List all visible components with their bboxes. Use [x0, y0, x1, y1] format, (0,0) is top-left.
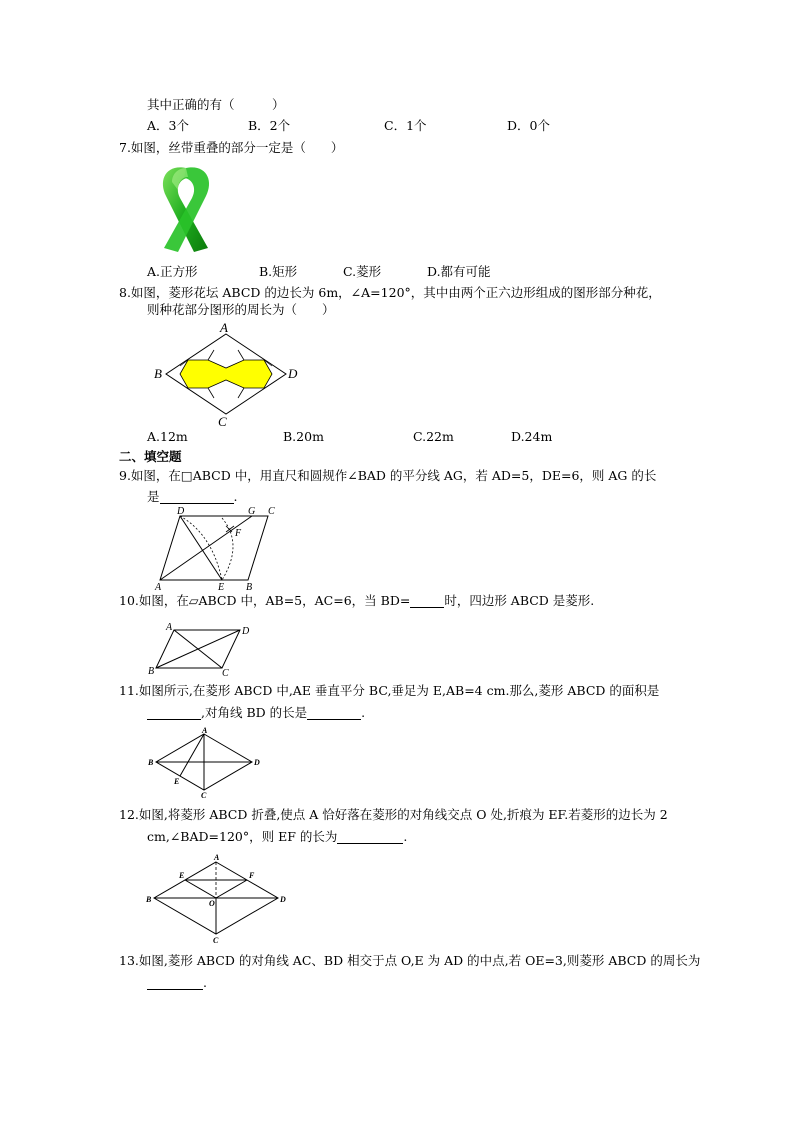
q9-label-c: C — [268, 506, 275, 517]
section-title-fill-in: 二、填空题 — [119, 449, 182, 464]
q8-option-d: D.24m — [511, 429, 553, 444]
q7-option-a: A.正方形 — [147, 264, 198, 279]
q7-option-c: C.菱形 — [343, 264, 382, 279]
q11-label-b: B — [148, 758, 154, 767]
q12-label-b: B — [146, 895, 152, 904]
q8-label-d: D — [288, 366, 298, 381]
q12-end: . — [403, 829, 408, 844]
q7-option-b: B.矩形 — [259, 264, 298, 279]
q10-suffix: 时，四边形 ABCD 是菱形. — [444, 593, 595, 608]
q10-label-d: D — [242, 626, 250, 637]
q7-stem: 7.如图，丝带重叠的部分一定是（ ） — [119, 140, 344, 155]
q12-label-o: O — [209, 899, 215, 908]
q11-mid-text: ,对角线 BD 的长是 — [201, 705, 308, 720]
q8-label-b: B — [154, 366, 162, 381]
q12-label-c: C — [213, 936, 219, 945]
q13-stem-line1: 13.如图,菱形 ABCD 的对角线 AC、BD 相交于点 O,E 为 AD 的中点,若 OE=3,则菱形 ABCD 的周长为 — [119, 953, 701, 968]
q10-label-c: C — [222, 668, 229, 679]
q11-stem-line1: 11.如图所示,在菱形 ABCD 中,AE 垂直平分 BC,垂足为 E,AB=4 cm.那么,菱形 ABCD 的面积是 — [119, 683, 660, 698]
q8-label-c: C — [218, 414, 227, 429]
q6-option-a: A．3个 — [147, 118, 189, 133]
q11-label-e: E — [174, 777, 180, 786]
q6-option-d: D．0个 — [507, 118, 550, 133]
q9-label-b: B — [246, 582, 253, 593]
q10-label-a: A — [166, 622, 173, 633]
q10-prefix: 10.如图，在▱ABCD 中，AB=5，AC=6，当 BD= — [119, 593, 411, 608]
q9-stem-line1: 9.如图，在□ABCD 中，用直尺和圆规作∠BAD 的平分线 AG，若 AD=5，DE=6，则 AG 的长 — [119, 468, 657, 483]
q11-label-c: C — [201, 791, 207, 800]
q12-stem-line2 — [147, 829, 407, 844]
q6-choice-prompt: 其中正确的有（ ） — [147, 97, 285, 112]
q10-stem — [119, 593, 594, 608]
q8-label-a: A — [220, 320, 228, 335]
q6-option-b: B．2个 — [248, 118, 291, 133]
rhombus-flower-bed-figure — [150, 320, 300, 429]
q12-prefix: cm,∠BAD=120°，则 EF 的长为 — [147, 829, 338, 844]
q12-label-d: D — [280, 895, 286, 904]
q9-prefix: 是 — [147, 489, 160, 504]
q12-folded-rhombus-figure — [146, 852, 290, 944]
q9-stem-line2 — [147, 489, 238, 504]
q12-answer-blank[interactable] — [337, 831, 403, 844]
q12-label-a: A — [214, 853, 220, 862]
q9-label-a: A — [155, 582, 162, 593]
q13-stem-line2 — [147, 975, 207, 990]
q12-label-f: F — [249, 871, 255, 880]
green-ribbon-figure — [148, 162, 224, 256]
q11-stem-line2 — [147, 705, 365, 720]
q9-label-g: G — [248, 506, 256, 517]
q8-option-b: B.20m — [283, 429, 324, 444]
q9-label-d: D — [177, 506, 185, 517]
q11-rhombus-figure — [146, 726, 266, 800]
q12-label-e: E — [179, 871, 185, 880]
q9-parallelogram-figure — [150, 504, 280, 593]
q11-label-a: A — [202, 726, 208, 735]
q8-stem-line2: 则种花部分图形的周长为（ ） — [147, 302, 335, 317]
q7-option-d: D.都有可能 — [427, 264, 491, 279]
q9-label-f: F — [235, 528, 242, 539]
q11-area-blank[interactable] — [147, 707, 201, 720]
q11-label-d: D — [254, 758, 260, 767]
q13-end: . — [203, 975, 207, 990]
q8-stem-line1: 8.如图，菱形花坛 ABCD 的边长为 6m，∠A=120°，其中由两个正六边形组成的图形部分种花， — [119, 285, 661, 300]
q10-answer-blank[interactable] — [410, 595, 444, 608]
q13-answer-blank[interactable] — [147, 977, 203, 990]
q9-label-e: E — [218, 582, 225, 593]
q9-suffix: . — [233, 489, 238, 504]
q9-answer-blank[interactable] — [160, 491, 234, 504]
q6-option-c: C．1个 — [384, 118, 427, 133]
q8-option-a: A.12m — [147, 429, 188, 444]
q12-stem-line1: 12.如图,将菱形 ABCD 折叠,使点 A 恰好落在菱形的对角线交点 O 处,折痕为 EF.若菱形的边长为 2 — [119, 807, 668, 822]
q11-bd-blank[interactable] — [307, 707, 361, 720]
q10-parallelogram-figure — [146, 620, 256, 679]
q8-option-c: C.22m — [413, 429, 454, 444]
q11-end: . — [361, 705, 366, 720]
q10-label-b: B — [148, 666, 155, 677]
